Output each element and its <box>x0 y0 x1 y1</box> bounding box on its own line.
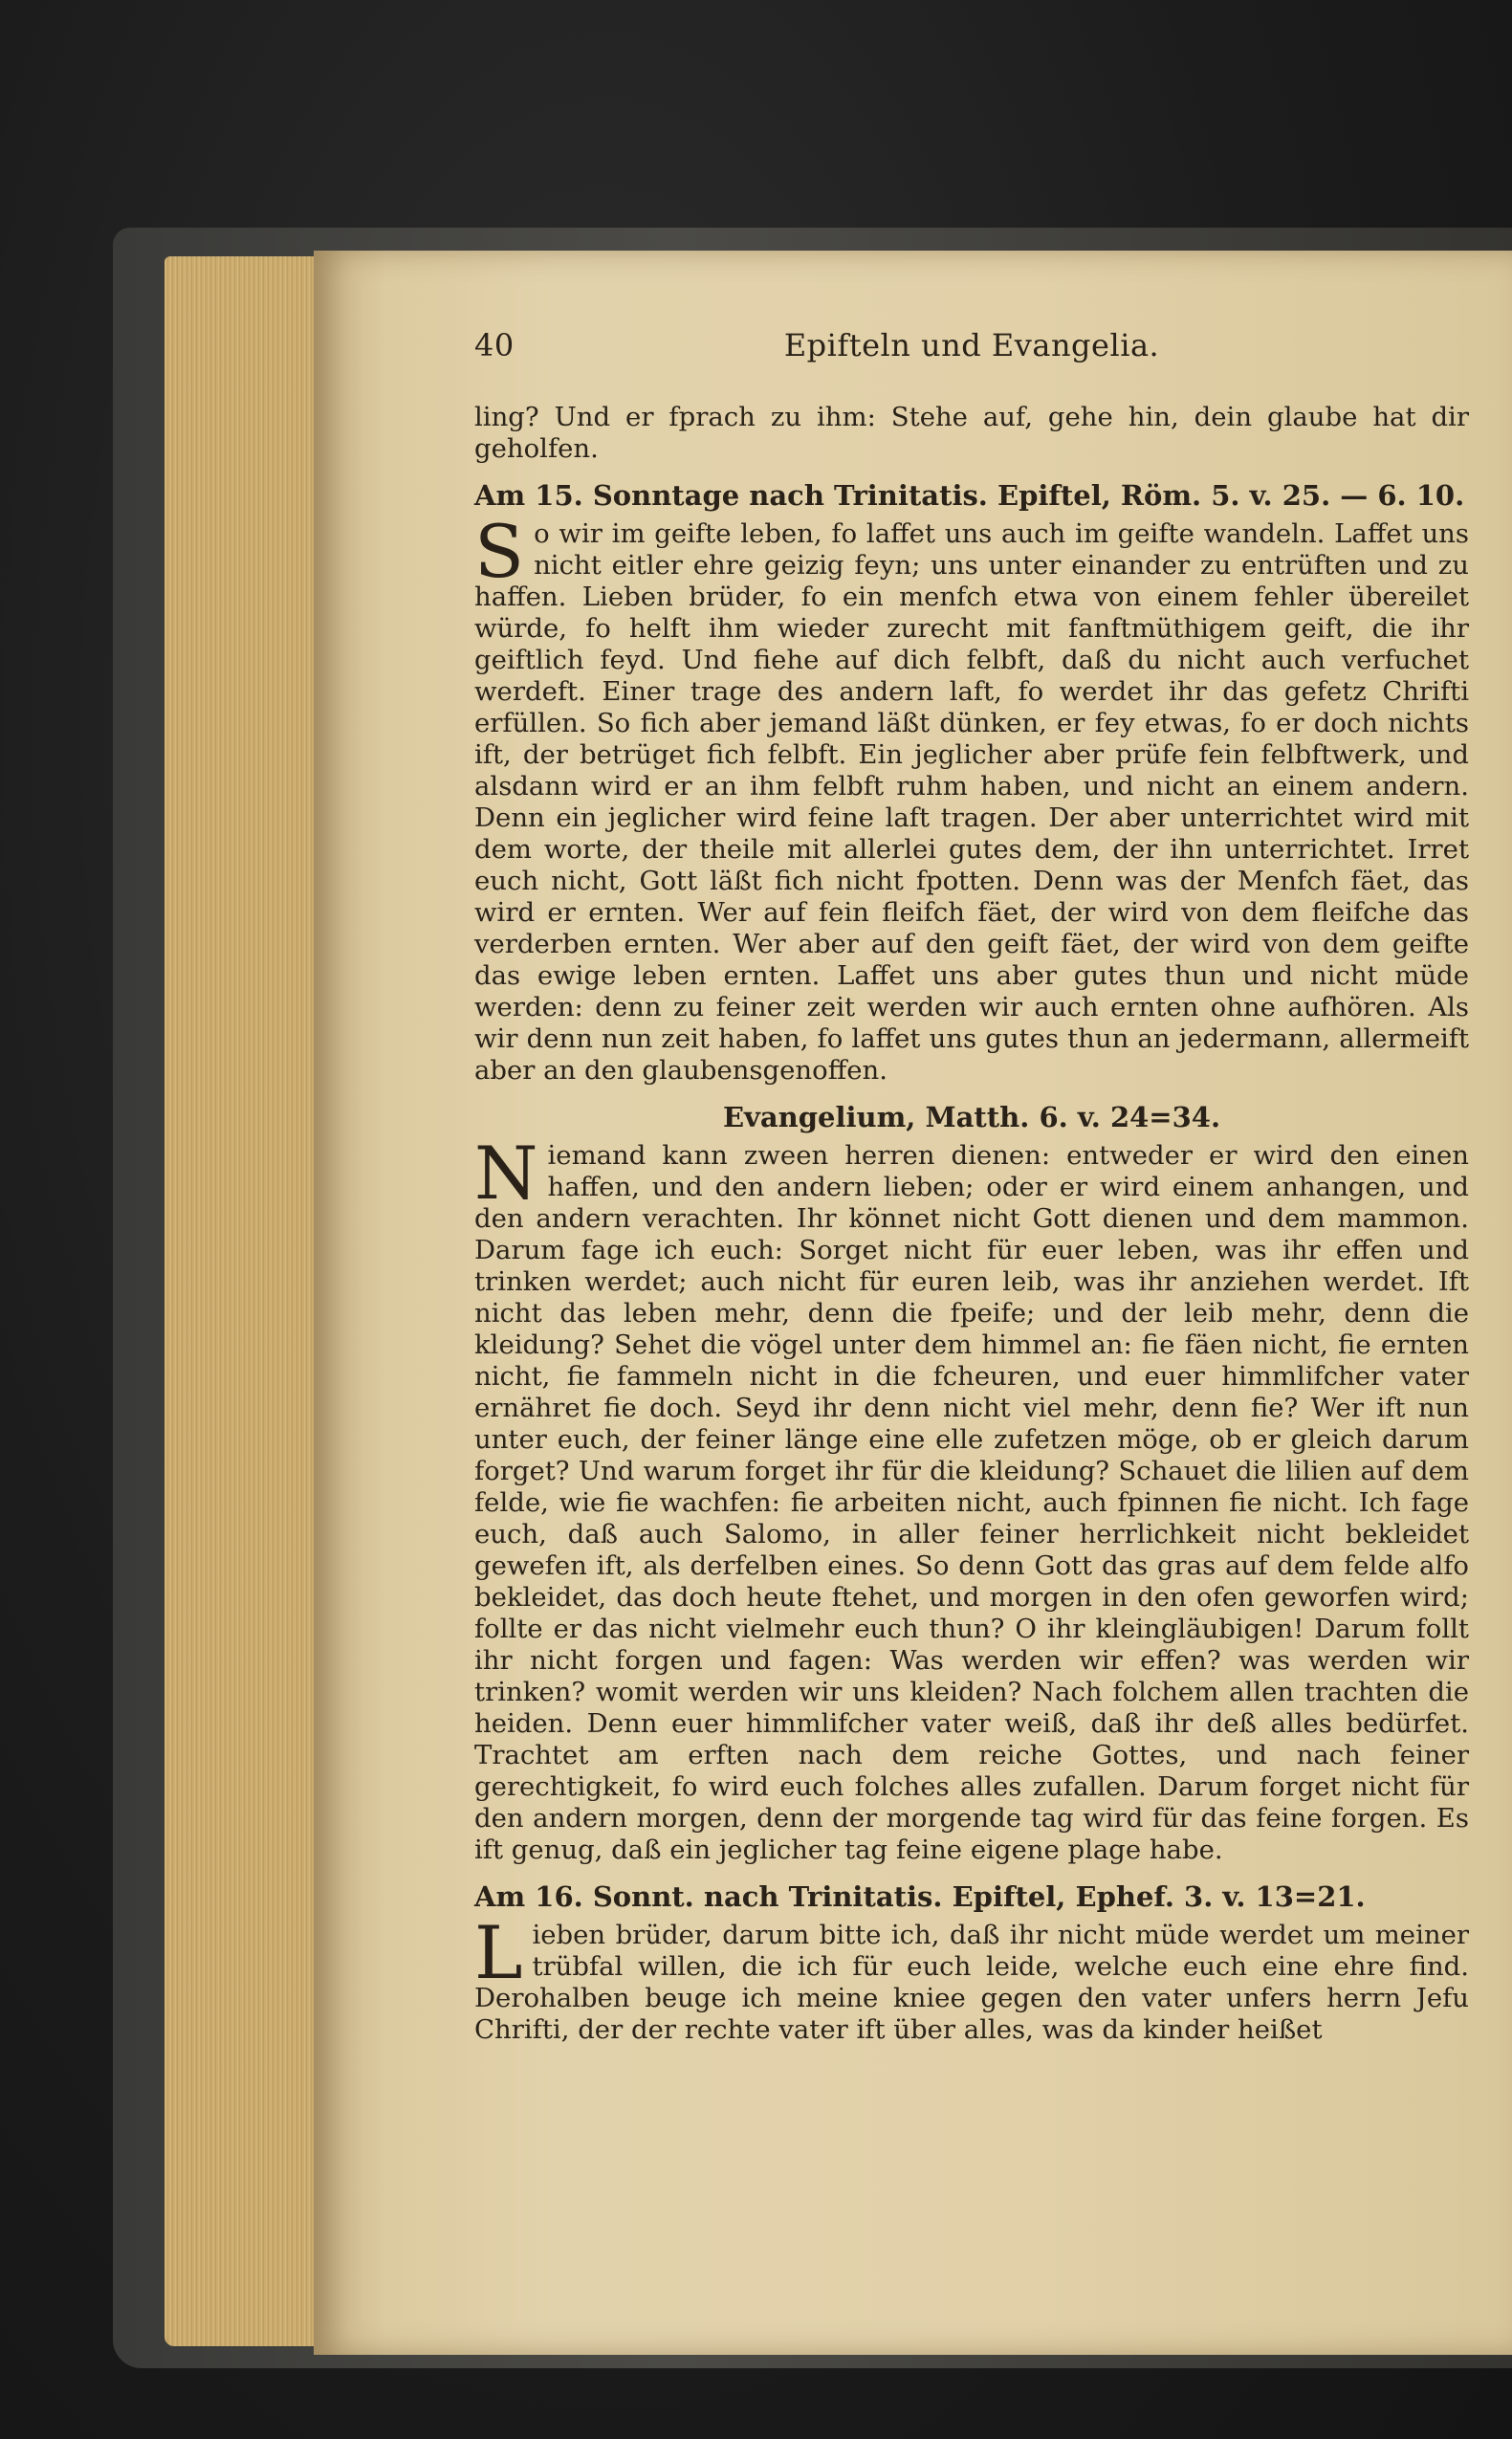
section-text-epistle-15: o wir im geifte leben, fo laffet uns auch im geifte wandeln. Laffet uns nicht eitler ehre geizig feyn; uns unter einander zu entrüften und zu haffen. Lieben brüder, fo ein menfch etwa von einem fehler übereilet würde, fo helft ihm wieder zurecht mit fanftmüthigem geift, die ihr geiftlich feyd. Und fiehe auf dich felbft, daß du nicht auch verfuchet werdeft. Einer trage des andern laft, fo werdet ihr das gefetz Chrifti erfüllen. So fich aber jemand läßt dünken, er fey etwas, fo er doch nichts ift, der betrüget fich felbft. Ein jeglicher aber prüfe fein felbftwerk, und alsdann wird er an ihm felbft ruhm haben, und nicht an einem andern. Denn ein jeglicher wird feine laft tragen. Der aber unterrichtet wird mit dem worte, der theile mit allerlei gutes dem, der ihn unterrichtet. Irret euch nicht, Gott läßt fich nicht fpotten. Denn was der Menfch fäet, das wird er ernten. Wer auf fein fleifch fäet, der wird von dem fleifche das verderben ernten. Wer aber auf den geift fäet, der wird von dem geifte das ewige leben ernten. Laffet uns aber gutes thun und nicht müde werden: denn zu feiner zeit werden wir auch ernten ohne aufhören. Als wir denn nun zeit haben, fo laffet uns gutes thun an jedermann, allermeift aber an den glaubensgenoffen. <box>474 518 1469 1086</box>
section-text-epistle-16: ieben brüder, darum bitte ich, daß ihr nicht müde werdet um meiner trübfal willen, die ich für euch leide, welche euch eine ehre find. Derohalben beuge ich meine kniee gegen den vater unfers herrn Jefu Chrifti, der der rechte vater ift über alles, was da kinder heißet <box>474 1920 1469 2045</box>
dropcap-l: L <box>474 1910 523 1995</box>
running-title: Epifteln und Evangelia. <box>783 327 1160 363</box>
section-text-gospel: iemand kann zween herren dienen: entweder er wird den einen haffen, und den andern lieben; oder er wird einem anhangen, und den andern verachten. Ihr könnet nicht Gott dienen und dem mammon. Darum fage ich euch: Sorget nicht für euer leben, was ihr effen und trinken werdet; auch nicht für euren leib, was ihr anziehen werdet. Ift nicht das leben mehr, denn die fpeife; und der leib mehr, denn die kleidung? Sehet die vögel unter dem himmel an: fie fäen nicht, fie ernten nicht, fie fammeln nicht in die fcheuren, und euer himmlifcher vater ernähret fie doch. Seyd ihr denn nicht viel mehr, denn fie? Wer ift nun unter euch, der feiner länge eine elle zufetzen möge, ob er gleich darum forget? Und warum forget ihr für die kleidung? Schauet die lilien auf dem felde, wie fie wachfen: fie arbeiten nicht, auch fpinnen fie nicht. Ich fage euch, daß auch Salomo, in aller feiner herrlichkeit nicht bekleidet gewefen ift, als derfelben eines. So denn Gott das gras auf dem felde alfo bekleidet, das doch heute ftehet, und morgen in den ofen geworfen wird; follte er das nicht vielmehr euch thun? O ihr kleingläubigen! Darum follt ihr nicht forgen und fagen: Was werden wir effen? was werden wir trinken? womit werden wir uns kleiden? Nach folchem allen trachten die heiden. Denn euer himmlifcher vater weiß, daß ihr deß alles bedürfet. Trachtet am erften nach dem reiche Gottes, und nach feiner gerechtigkeit, fo wird euch folches alles zufallen. Darum forget nicht für den andern morgen, denn der morgende tag wird für das feine forgen. Es ift genug, daß ein jeglicher tag feine eigene plage habe. <box>474 1140 1469 1865</box>
intro-paragraph: ling? Und er fprach zu ihm: Stehe auf, gehe hin, dein glaube hat dir geholfen. <box>474 402 1469 464</box>
dropcap-s: S <box>474 509 525 594</box>
section-heading-epistle-16: Am 16. Sonnt. nach Trinitatis. Epiftel, Ephef. 3. v. 13=21. <box>474 1880 1366 1913</box>
page-content <box>474 327 1469 2046</box>
book-page <box>314 251 1512 2355</box>
page-number: 40 <box>474 327 515 363</box>
section-heading-epistle-15: Am 15. Sonntage nach Trinitatis. Epiftel, Röm. 5. v. 25. — 6. 10. <box>474 479 1465 512</box>
dropcap-n: N <box>474 1131 538 1216</box>
section-paragraph-gospel <box>474 1131 1469 1866</box>
header-spacer <box>474 381 1469 402</box>
section-paragraph-epistle-16 <box>474 1910 1469 2046</box>
page-stack-edge <box>164 256 337 2346</box>
section-paragraph-epistle-15 <box>474 509 1469 1087</box>
running-header <box>474 327 1469 381</box>
section-heading-gospel: Evangelium, Matth. 6. v. 24=34. <box>722 1101 1221 1133</box>
